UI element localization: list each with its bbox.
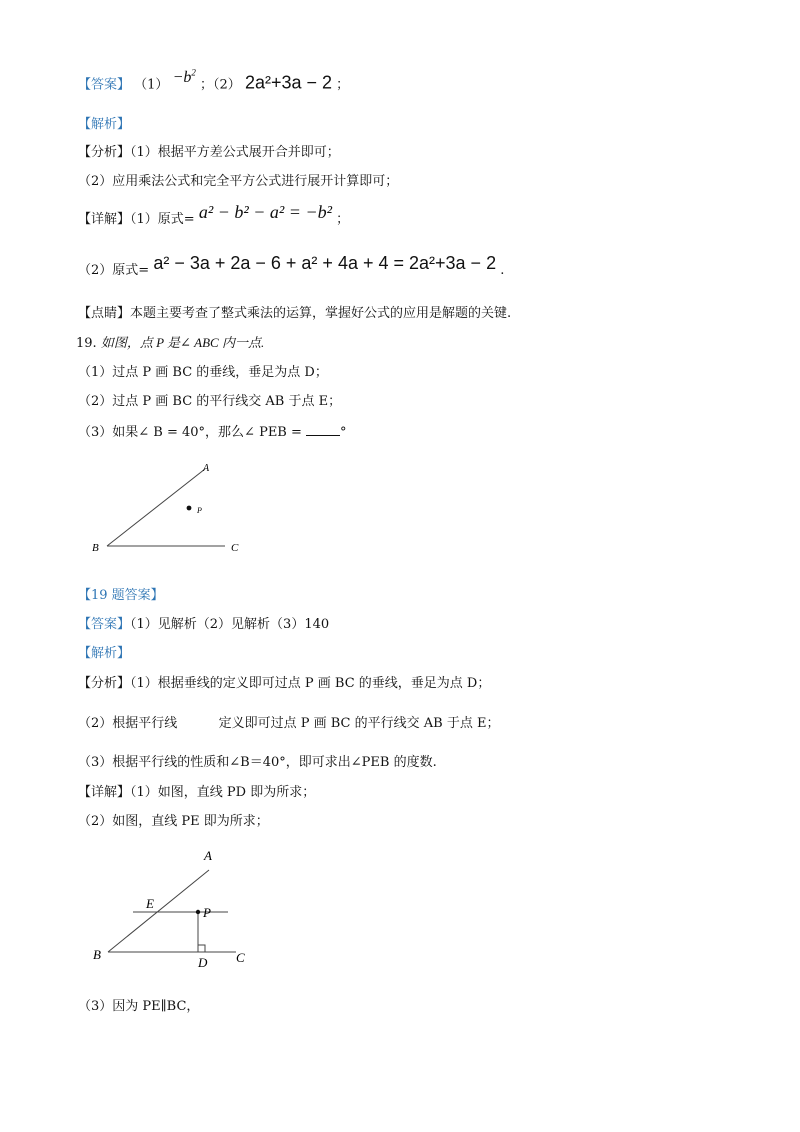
q19-fenxi-text-1: （1）根据垂线的定义即可过点 P 画 BC 的垂线，垂足为点 D；	[130, 676, 491, 691]
q19-part-3-text: （3）如果∠ B = 40°，那么∠ PEB =	[78, 425, 302, 440]
q19-answer-line	[78, 616, 329, 634]
xiangjie-tag: 【详解】	[78, 212, 131, 227]
q19-xiangjie-text-3: （3）因为 PE∥BC，	[78, 999, 200, 1014]
q19-number: 19.	[76, 336, 97, 351]
dianjing-tag: 【点睛】	[78, 306, 131, 321]
q19-part-3	[78, 423, 347, 442]
answer-separator: ；（2）	[200, 77, 241, 93]
answer-tag: 【答案】	[78, 77, 131, 93]
q19-stem	[76, 334, 264, 353]
fenxi-text-1: （1）根据平方差公式展开合并即可；	[130, 145, 340, 160]
q19-answer-tag: 【答案】	[78, 617, 131, 632]
label-c: C	[231, 542, 239, 554]
q19-answer-blank	[306, 423, 340, 436]
label-e: E	[146, 896, 154, 911]
xiangjie-2-expr: a² − 3a + 2a − 6 + a² + 4a + 4 = 2a²+3a − 2	[153, 253, 497, 273]
q19-xiangjie-text-1: （1）如图，直线 PD 即为所求；	[130, 785, 316, 800]
label-a: A	[203, 463, 210, 474]
q19-xiangjie-line-1	[78, 784, 315, 802]
dianjing-line	[78, 305, 511, 323]
fenxi-line-1	[78, 144, 340, 162]
xiangjie-1-expr: a² − b² − a² = −b²	[198, 202, 332, 222]
right-angle-mark	[198, 945, 205, 952]
q19-figure-angle-abc	[85, 458, 265, 558]
q19-part-2: （2）过点 P 画 BC 的平行线交 AB 于点 E；	[78, 394, 342, 409]
q19-fenxi-text-3: （3）根据平行线的性质和∠B＝40°，即可求出∠PEB 的度数.	[78, 755, 437, 770]
xiangjie-line-1	[78, 202, 350, 229]
q19-analysis-tag: 【解析】	[78, 646, 131, 661]
q19-answer-text: （1）见解析（2）见解析（3）140	[130, 617, 330, 632]
analysis-tag: 【解析】	[78, 117, 131, 132]
answer-expr-2: 2a²+3a − 2	[244, 72, 333, 93]
xiangjie-2-prefix: （2）原式=	[78, 263, 150, 278]
q19-fenxi-line-1	[78, 675, 490, 693]
label-p: P	[197, 506, 202, 515]
xiangjie-2-end: .	[500, 263, 505, 278]
point-p	[187, 506, 192, 511]
q19-xiangjie-text-2: （2）如图，直线 PE 即为所求；	[78, 814, 269, 829]
q19-stem-text: 如图，点 P 是∠ ABC 内一点.	[100, 335, 265, 350]
xiangjie-1-end: ；	[336, 212, 350, 227]
answer-expr-1: $-b^2$	[172, 68, 196, 87]
line-ba	[108, 870, 209, 952]
label-a: A	[204, 848, 212, 863]
label-b: B	[92, 542, 99, 554]
q19-answer-header: 【19 题答案】	[78, 588, 164, 603]
q19-xiangjie-tag: 【详解】	[78, 785, 131, 800]
dianjing-text: 本题主要考查了整式乘法的运算，掌握好公式的应用是解题的关键.	[130, 306, 512, 321]
label-c: C	[236, 950, 245, 965]
answer-line-1	[78, 70, 349, 94]
q19-solution-figure	[88, 842, 268, 972]
xiangjie-line-2	[78, 253, 505, 280]
label-d: D	[198, 955, 208, 970]
fenxi-tag: 【分析】	[78, 145, 131, 160]
q19-fenxi-text-2: （2）根据平行线 定义即可过点 P 画 BC 的平行线交 AB 于点 E；	[78, 716, 500, 731]
label-p: P	[203, 905, 211, 920]
answer-end: ；	[336, 77, 350, 93]
fenxi-text-2: （2）应用乘法公式和完全平方公式进行展开计算即可；	[78, 174, 399, 189]
q19-fenxi-tag: 【分析】	[78, 676, 131, 691]
answer-part-1-label: （1）	[134, 77, 169, 93]
label-b: B	[93, 947, 101, 962]
xiangjie-1-prefix: （1）原式=	[130, 212, 195, 227]
point-p	[196, 910, 200, 914]
q19-degree: °	[340, 425, 347, 440]
q19-part-1: （1）过点 P 画 BC 的垂线，垂足为点 D；	[78, 365, 328, 380]
